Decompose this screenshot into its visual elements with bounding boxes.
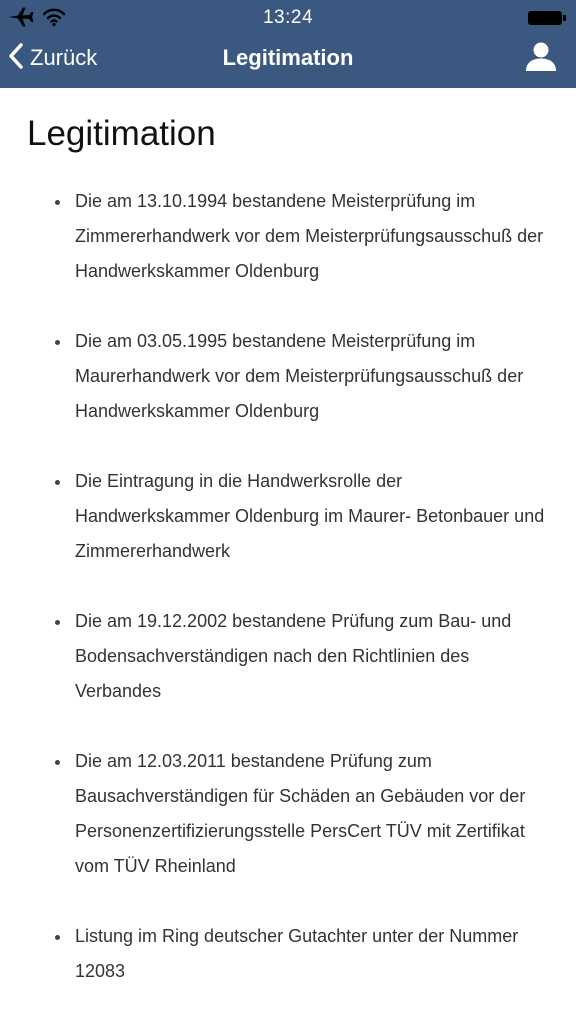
battery-icon xyxy=(528,11,566,25)
page-title: Legitimation xyxy=(27,114,216,153)
legitimation-list xyxy=(0,184,576,1024)
list-item: Die am 19.12.2002 bestandene Prüfung zum Bau- und Bodensachverständigen nach den Richtlinien des Verbandes xyxy=(0,604,576,709)
list-item: Listung im Ring deutscher Gutachter unter der Nummer 12083 xyxy=(0,919,576,989)
list-item: Die Eintragung in die Handwerksrolle der Handwerkskammer Oldenburg im Maurer- Betonbauer und Zimmererhandwerk xyxy=(0,464,576,569)
list-item: Die am 12.03.2011 bestandene Prüfung zum Bausachverständigen für Schäden an Gebäuden vor der Personenzertifizierungsstelle PersCert TÜV mit Zertifikat vom TÜV Rheinland xyxy=(0,744,576,884)
status-bar xyxy=(0,0,576,36)
list-item: Die am 03.05.1995 bestandene Meisterprüfung im Maurerhandwerk vor dem Meisterprüfungsausschuß der Handwerkskammer Oldenburg xyxy=(0,324,576,429)
content-area xyxy=(0,88,576,1024)
list-item: Die am 13.10.1994 bestandene Meisterprüfung im Zimmererhandwerk vor dem Meisterprüfungsausschuß der Handwerkskammer Oldenburg xyxy=(0,184,576,289)
status-time: 13:24 xyxy=(262,7,314,28)
nav-bar xyxy=(0,36,576,88)
app-header xyxy=(0,0,576,88)
nav-title: Legitimation xyxy=(222,45,354,70)
back-label: Zurück xyxy=(30,45,98,70)
user-icon[interactable] xyxy=(524,40,558,79)
